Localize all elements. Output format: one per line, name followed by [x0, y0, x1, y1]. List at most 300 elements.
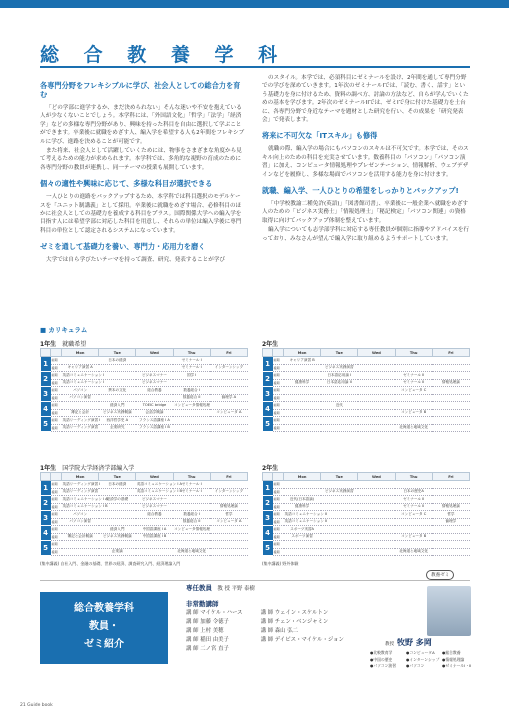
course-cell [136, 394, 173, 402]
course-cell [210, 424, 247, 432]
course-cell: 日本語応用論 II [321, 379, 358, 387]
table-row [41, 402, 248, 410]
term-cell: 前期 [51, 387, 62, 395]
term-cell: 前期 [273, 526, 284, 534]
period-number: 5 [41, 417, 51, 432]
term-cell: 前期 [273, 357, 284, 365]
course-cell [358, 533, 395, 541]
table-row [41, 357, 248, 365]
course-cell [432, 364, 469, 372]
professor-photo [427, 586, 471, 636]
table-row [263, 518, 470, 526]
course-cell [432, 402, 469, 410]
curriculum-table [262, 472, 470, 556]
period-number: 5 [41, 541, 51, 556]
course-cell [284, 409, 321, 417]
course-cell: ゼミナール I [173, 488, 210, 496]
table-row [41, 496, 248, 504]
course-cell [62, 548, 99, 556]
section-heading: ゼミを通して基礎力を養い、専門力・応用力を磨く [40, 242, 206, 252]
course-cell: 数養総合 I [173, 387, 210, 395]
course-cell: コンピュータ C [395, 387, 432, 395]
course-cell: コンピュータ A [210, 409, 247, 417]
term-cell: 後期 [273, 379, 284, 387]
course-cell [358, 503, 395, 511]
day-header: Fri [210, 473, 247, 481]
course-cell: 英語リーディング演習 I [62, 481, 99, 489]
course-cell [173, 503, 210, 511]
paragraph: 編入学についても志学部学科に対応する専任教員が個別に指導やアドバイスを行っており、みなさんが望んで編入学に取り組めるようサポートしています。 [262, 227, 470, 242]
course-cell [62, 526, 99, 534]
course-cell [358, 417, 395, 425]
course-cell: 日本語応用論 I [321, 372, 358, 380]
course-cell: ゼミナール I [173, 481, 210, 489]
course-cell: 英語リーディング演習 [62, 488, 99, 496]
course-cell: コンピュータ情報処理 [173, 402, 210, 410]
period-number: 4 [263, 402, 273, 417]
course-cell: 英語リーディング演習 I [62, 417, 99, 425]
course-cell: ビジネスマナー [136, 379, 173, 387]
course-cell: ゼミナール I [173, 357, 210, 365]
course-cell [210, 548, 247, 556]
course-cell: インターンシップ [210, 364, 247, 372]
course-cell: 英語コミュニケーション I A [62, 496, 99, 504]
course-cell: 企業論 [99, 548, 136, 556]
subject-tag: ●パソコン [406, 663, 425, 669]
table-row [41, 387, 248, 395]
term-cell: 後期 [273, 533, 284, 541]
period-number: 3 [41, 387, 51, 402]
course-cell [321, 409, 358, 417]
day-header: Thu [173, 473, 210, 481]
term-cell: 後期 [51, 488, 62, 496]
course-cell: 企業研究 [99, 424, 136, 432]
course-cell: 健康科学 [284, 503, 321, 511]
course-cell: 北海道と地域文化 [395, 548, 432, 556]
section-heading: 就職、編入学、一人ひとりの希望をしっかりとバックアップ! [262, 186, 459, 196]
course-cell: ビジネスマナー [136, 372, 173, 380]
professor-subjects [370, 650, 480, 670]
course-cell: 北海道と地域文化 [395, 424, 432, 432]
period-number: 2 [41, 372, 51, 387]
page-title: 総 合 教 養 学 科 [40, 44, 287, 66]
paragraph: のスタイル。本学では、必須科目にゼミナールを設け、2年間を通して専門分野での学びを深めていきます。1年次のゼミナールIでは、「読む、書く、話す」という基礎力を身に付けるため、資料の調べ方、討論の方法など、自らが学んでいくための基本を学びます。2年次のゼミナールIIでは、ゼミIで身に付けた基礎力を土台に、各専門分野で身近なテーマを題材とした研究を行い、その成果を「研究発表会」で発表します。 [262, 75, 469, 124]
course-cell [395, 402, 432, 410]
course-cell [210, 387, 247, 395]
subject-tag: ●情報処理論 [442, 656, 465, 662]
course-cell [62, 541, 99, 549]
course-cell: TOEIC bridge [136, 402, 173, 410]
title-underline [40, 66, 470, 68]
section-heading: 個々の適性や興味に応じて、多様な科目が選択できる [40, 179, 213, 189]
course-cell [284, 372, 321, 380]
table-row [41, 533, 248, 541]
term-cell: 前期 [51, 526, 62, 534]
course-cell [210, 402, 247, 410]
period-number: 2 [263, 372, 273, 387]
term-cell: 後期 [51, 533, 62, 541]
course-cell [321, 424, 358, 432]
day-header: Fri [432, 349, 469, 357]
course-cell [395, 364, 432, 372]
section-heading: 将来に不可欠な「ITスキル」も修得 [262, 131, 378, 141]
term-cell: 前期 [51, 481, 62, 489]
course-cell: 近代(日本語論) [284, 496, 321, 504]
subject-tag: ●パソコン演習 [370, 663, 397, 669]
course-cell: 経済学の基礎 [99, 496, 136, 504]
course-cell [136, 364, 173, 372]
course-cell [173, 409, 210, 417]
course-cell [284, 541, 321, 549]
table-row [263, 357, 470, 365]
curriculum-label: ■ カリキュラム [40, 326, 88, 334]
term-cell: 後期 [51, 424, 62, 432]
period-number: 3 [263, 511, 273, 526]
term-cell: 前期 [51, 417, 62, 425]
day-header: Mon [62, 473, 99, 481]
term-cell: 後期 [273, 364, 284, 372]
course-cell [173, 424, 210, 432]
table-row [263, 503, 470, 511]
course-cell [358, 364, 395, 372]
table-row [263, 548, 470, 556]
professor-name: 教授 牧野 多岡 [385, 638, 432, 647]
course-cell [62, 402, 99, 410]
course-cell: 数養総合 II [173, 518, 210, 526]
course-cell [210, 496, 247, 504]
period-number: 1 [263, 357, 273, 372]
term-cell: 前期 [51, 511, 62, 519]
table-row [41, 518, 248, 526]
course-cell: ゼミナール II [395, 372, 432, 380]
paragraph: 大学では自ら学びたいテーマを持って調査、研究、発表することが学び [46, 257, 226, 264]
course-cell: コンピュータ C [395, 511, 432, 519]
parttime-list-left [186, 609, 243, 654]
table-row [263, 387, 470, 395]
term-cell: 後期 [273, 503, 284, 511]
course-cell [321, 533, 358, 541]
course-cell: スポーツ実習A [284, 526, 321, 534]
staff-list [186, 584, 344, 654]
course-cell [358, 526, 395, 534]
course-cell [358, 548, 395, 556]
course-cell: ゼミナール II [395, 379, 432, 387]
term-cell: 前期 [273, 511, 284, 519]
course-cell [432, 548, 469, 556]
course-cell [432, 387, 469, 395]
term-cell: 後期 [51, 379, 62, 387]
course-cell [210, 481, 247, 489]
course-cell [210, 526, 247, 534]
term-cell: 前期 [273, 372, 284, 380]
table-row [263, 541, 470, 549]
course-cell: キャリア演習 B [284, 357, 321, 365]
course-cell: ゼミナール II [395, 496, 432, 504]
term-cell: 後期 [51, 409, 62, 417]
course-cell [173, 379, 210, 387]
course-cell: 日本の経済 [99, 481, 136, 489]
course-cell: 北海道と地域文化 [173, 548, 210, 556]
period-number: 4 [41, 402, 51, 417]
course-cell [321, 417, 358, 425]
table-row [263, 526, 470, 534]
subject-tag: ●コンピュータA [406, 650, 435, 655]
term-cell: 前期 [51, 541, 62, 549]
course-cell [395, 481, 432, 489]
course-cell [395, 357, 432, 365]
top-accent-bar [0, 0, 509, 8]
table-row [263, 379, 470, 387]
course-cell [136, 357, 173, 365]
subject-tag: ●比較教育学 [370, 650, 393, 655]
term-cell: 後期 [273, 424, 284, 432]
course-cell [99, 541, 136, 549]
table-row [263, 417, 470, 425]
table-row [41, 394, 248, 402]
parttime-list-right [261, 609, 344, 654]
course-cell: ビジネス実務概論 [99, 409, 136, 417]
term-cell: 後期 [273, 548, 284, 556]
course-cell: パソコン演習 [62, 518, 99, 526]
course-cell: 英語コミュニケーション I [62, 372, 99, 380]
course-cell [284, 488, 321, 496]
course-cell [284, 387, 321, 395]
course-cell [395, 417, 432, 425]
period-number: 4 [41, 526, 51, 541]
table-row [263, 424, 470, 432]
day-header: Mon [284, 349, 321, 357]
table-row [263, 402, 470, 410]
table-row [41, 409, 248, 417]
staff-name: 講 師 マイケル・ハース [186, 610, 243, 616]
course-cell: ビジネス実務概論 [99, 533, 136, 541]
course-cell: パソコン [62, 387, 99, 395]
course-cell [358, 402, 395, 410]
staff-name: 講 師 二ノ宮 直子 [186, 646, 229, 652]
staff-name: 講 師 稲田 由美子 [186, 637, 229, 643]
course-cell: コンピュータ A [210, 518, 247, 526]
table-row [263, 488, 470, 496]
curriculum-table [262, 348, 470, 432]
course-cell [210, 541, 247, 549]
course-cell: 英語コミュニケーション I [62, 379, 99, 387]
course-cell: パソコン [62, 511, 99, 519]
table-row [263, 533, 470, 541]
course-cell [321, 548, 358, 556]
course-cell [358, 394, 395, 402]
fulltime-label: 専任教員 [186, 584, 212, 592]
paragraph: また将来、社会人として活躍していくためには、物事をさまざまな角度から見て考えるための能力が求められます。本学科では、多角的な視野の育成のために各専門分野の教員が連携し、同一テーマの授業も展開しています。 [40, 148, 242, 171]
course-cell: 近代 [321, 402, 358, 410]
term-cell: 後期 [51, 548, 62, 556]
course-cell: ビジネスマナー [136, 496, 173, 504]
course-cell [358, 511, 395, 519]
course-cell: 総合教養 [136, 387, 173, 395]
paragraph: 「どの学部に進学するか、まだ決められない」そんな迷いや不安を抱えている人が少なくないことでしょう。本学科には、「外国語文化」「哲学」「法学」「経済学」などの多様な専門分野があり、興味を持った科目を自由に選択して学ぶことができます。卒業後に就職をめざす人、編入学を希望する人も2年間をフレキシブルに学び、進路を決めることが可能です。 [40, 105, 245, 145]
course-cell [395, 394, 432, 402]
course-cell [99, 379, 136, 387]
left-column [40, 74, 246, 266]
day-header: Thu [395, 473, 432, 481]
course-cell: コンピュータ B [395, 409, 432, 417]
course-cell [432, 409, 469, 417]
day-header: Thu [395, 349, 432, 357]
day-header: Fri [432, 473, 469, 481]
period-number: 3 [263, 387, 273, 402]
period-number: 4 [263, 526, 273, 541]
course-cell [432, 526, 469, 534]
period-number: 1 [41, 481, 51, 496]
course-cell: ゼミナール II [395, 503, 432, 511]
intensive-course-note: (集中講義) 自社入門、金融の基礎、世界の経済、調査研究入門、経済理論入門 [40, 561, 181, 566]
course-cell [173, 496, 210, 504]
course-cell [321, 496, 358, 504]
course-cell [173, 533, 210, 541]
course-cell: 日本の歴史A [395, 488, 432, 496]
course-cell: 中国語講座 I A [136, 526, 173, 534]
subject-tag: ●総合教養 [442, 650, 461, 655]
course-cell: 情報処理論 [432, 379, 469, 387]
year-label: 1年生 国学院大学経済学部編入学 [40, 465, 135, 472]
course-cell: 英語コミュニケーション II [284, 518, 321, 526]
course-cell: 哲学 [432, 511, 469, 519]
intensive-course-note: (集中講義) 野外体験 [262, 561, 299, 566]
day-header: Tue [99, 473, 136, 481]
course-cell [358, 488, 395, 496]
term-cell: 後期 [51, 503, 62, 511]
paragraph: 「中学校教諭二種免許(英語)」「図書館司書」、卒業後に一般企業へ就職をめざす人のための「ビジネス実務士」「情報処理士」「秘記検定」「パソコン関連」の資格取得に向けてバックアップ体制を整えています。 [262, 201, 469, 224]
subject-tag: ●ゼミナールI・II [442, 663, 472, 669]
course-cell [358, 496, 395, 504]
table-row [41, 379, 248, 387]
term-cell: 前期 [273, 402, 284, 410]
course-cell [321, 394, 358, 402]
course-cell [358, 481, 395, 489]
day-header: Mon [284, 473, 321, 481]
subject-tag: ●中国の歴史 [370, 656, 393, 662]
table-row [41, 481, 248, 489]
course-cell [432, 394, 469, 402]
course-cell: 情報処理論 [210, 503, 247, 511]
table-row [41, 372, 248, 380]
course-cell [284, 424, 321, 432]
course-cell: 国学 I [173, 372, 210, 380]
staff-name: 講 師 チェン・ベンジャミン [260, 619, 329, 625]
course-cell: 英語コミュニケーション II [284, 511, 321, 519]
fulltime-name: 教 授 平野 泰樹 [217, 586, 255, 592]
course-cell [136, 518, 173, 526]
term-cell: 後期 [273, 488, 284, 496]
curriculum-table [40, 348, 248, 432]
table-row [41, 364, 248, 372]
day-header: Tue [321, 473, 358, 481]
course-cell [173, 541, 210, 549]
day-header: Mon [62, 349, 99, 357]
right-column [262, 74, 470, 244]
course-cell [210, 372, 247, 380]
day-header: Thu [173, 349, 210, 357]
day-header: Wed [358, 473, 395, 481]
year-label: 2年生 [262, 341, 279, 348]
course-cell [321, 357, 358, 365]
course-cell: 簿記と会計 [62, 409, 99, 417]
term-cell: 前期 [273, 541, 284, 549]
course-cell: コンピュータ情報処理 [173, 526, 210, 534]
paragraph: 就職の際、編入学の場合にもパソコンのスキルは不可欠です。本学では、そのスキル向上のための科目を充実させています。数養科目の「パソコン」「パソコン演習」に加え、コンピュータ情報処理やプレゼンテーション、情報解析、ウェブデザインなどを履修し、多様な場面でパソコンを活用する能力を身に付けます。 [262, 146, 469, 178]
course-cell [432, 357, 469, 365]
course-cell: インターンシップ [210, 488, 247, 496]
course-cell: ビジネス実務演習 [321, 488, 358, 496]
course-cell: ゼミナール I [173, 364, 210, 372]
table-row [263, 394, 470, 402]
course-cell: 倫理学 [432, 518, 469, 526]
subject-tag: ●インターンシップ [406, 656, 440, 662]
course-cell: 情報処理論 [432, 503, 469, 511]
term-cell: 後期 [51, 364, 62, 372]
course-cell [358, 424, 395, 432]
term-cell: 前期 [51, 402, 62, 410]
course-cell: スポーツ演習 [284, 533, 321, 541]
period-number: 5 [263, 541, 273, 556]
day-header: Wed [136, 473, 173, 481]
course-cell [284, 481, 321, 489]
staff-name: 講 師 森山 弘二 [260, 628, 299, 634]
section-heading: 各専門分野をフレキシブルに学び、社会人としての総合力を育む [40, 81, 241, 99]
course-cell [358, 379, 395, 387]
course-cell: 健康科学 [284, 379, 321, 387]
course-cell [210, 357, 247, 365]
course-cell [99, 364, 136, 372]
table-row [41, 488, 248, 496]
course-cell [99, 488, 136, 496]
course-cell [432, 541, 469, 549]
period-number: 5 [263, 417, 273, 432]
course-cell [358, 518, 395, 526]
course-cell [321, 503, 358, 511]
term-cell: 後期 [51, 394, 62, 402]
period-number: 2 [41, 496, 51, 511]
course-cell: 哲学 [210, 511, 247, 519]
course-cell: 英語コミュニケーション I B [136, 488, 173, 496]
course-cell [99, 518, 136, 526]
course-cell: パソコン演習 [62, 394, 99, 402]
course-cell [395, 541, 432, 549]
course-cell [358, 357, 395, 365]
day-header: Tue [99, 349, 136, 357]
course-cell: 日本の経済 [99, 357, 136, 365]
course-cell [321, 481, 358, 489]
course-cell: フランス語講座 I A [136, 417, 173, 425]
course-cell: ビジネス実務演習 [321, 364, 358, 372]
course-cell [358, 372, 395, 380]
course-cell [432, 372, 469, 380]
page-number: 21 Guide book [20, 703, 53, 708]
course-cell [358, 541, 395, 549]
term-cell: 後期 [273, 409, 284, 417]
course-cell [210, 379, 247, 387]
day-header: Fri [210, 349, 247, 357]
table-row [41, 417, 248, 425]
course-cell: 倫理学 A [210, 394, 247, 402]
course-cell [432, 481, 469, 489]
course-cell: 総合教養 [136, 511, 173, 519]
term-cell: 後期 [273, 394, 284, 402]
course-cell [432, 488, 469, 496]
course-cell: 異本の文化 [99, 387, 136, 395]
period-number: 1 [41, 357, 51, 372]
course-cell [210, 533, 247, 541]
course-cell [136, 548, 173, 556]
